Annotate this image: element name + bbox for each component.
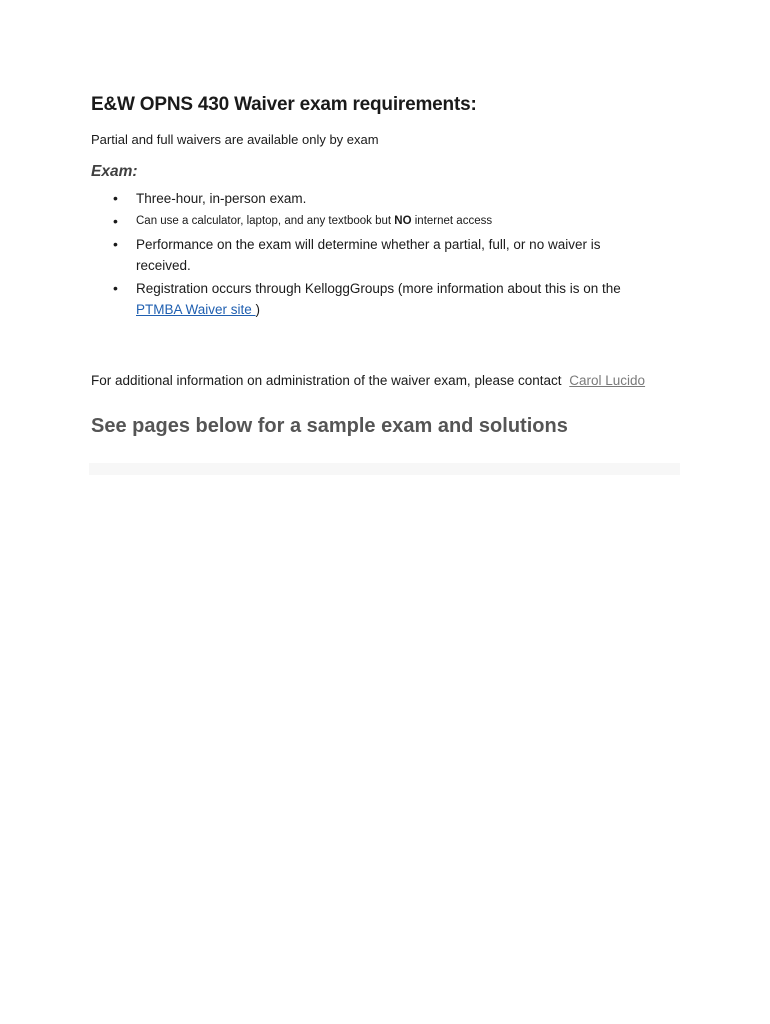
bullet-icon: • [113,236,118,252]
divider [89,463,680,475]
list-item [91,278,651,320]
requirement-emphasis: NO [394,215,412,227]
requirement-text: Three-hour, in-person exam. [136,191,307,206]
ptmba-waiver-site-link[interactable]: PTMBA Waiver site [136,302,256,317]
contact-text: For additional information on administration of the waiver exam, please contact [91,373,562,388]
subtitle: Partial and full waivers are available only by exam [91,132,379,147]
bullet-icon: • [113,213,118,229]
requirement-text-after: ) [255,302,261,317]
list-item [91,211,651,232]
exam-heading: Exam: [91,163,138,180]
carol-lucido-link[interactable]: Carol Lucido [569,373,646,388]
bullet-icon: • [113,190,118,206]
bullet-icon: • [113,280,118,296]
requirement-text-after: internet access [411,215,493,227]
contact-line [91,373,645,388]
requirement-text: Registration occurs through KelloggGroups (more information about this is on the [136,281,621,296]
page-title: E&W OPNS 430 Waiver exam requirements: [91,94,477,115]
requirement-text: Performance on the exam will determine whether a partial, full, or no waiver is received. [136,237,601,273]
requirements-list [91,188,651,322]
list-item [91,188,651,209]
list-item [91,234,651,276]
requirement-text: Can use a calculator, laptop, and any textbook but [136,215,395,227]
sample-exam-heading: See pages below for a sample exam and solutions [91,415,568,437]
